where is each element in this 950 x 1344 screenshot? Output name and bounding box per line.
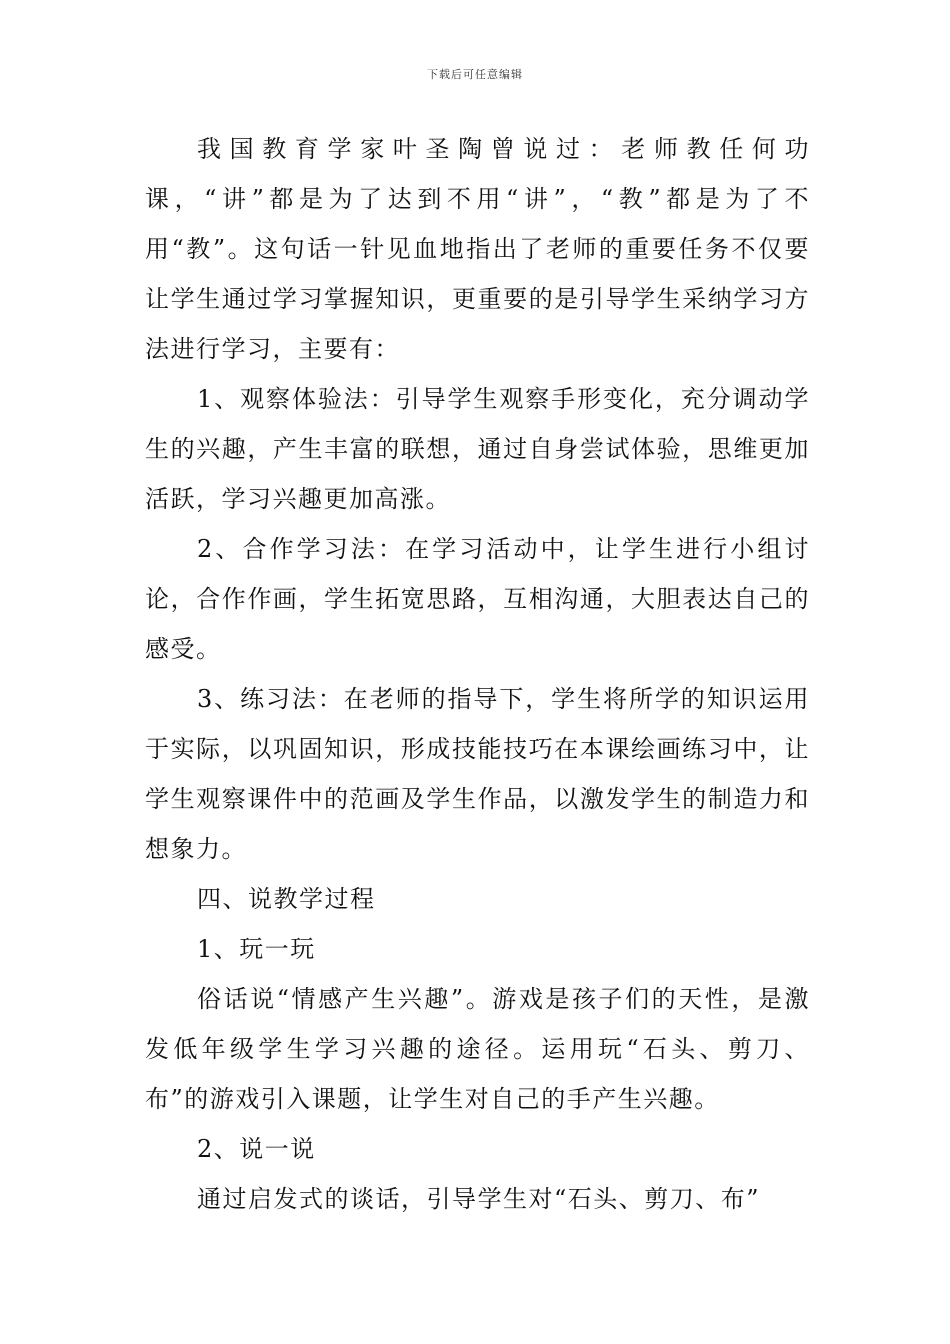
paragraph-play: 俗话说“情感产生兴趣”。游戏是孩子们的天性，是激发低年级学生学习兴趣的途径。运用玩“石头、剪刀、布”的游戏引入课题，让学生对自己的手产生兴趣。 xyxy=(145,985,810,1113)
header-note: 下载后可任意编辑 xyxy=(427,68,523,81)
paragraph-intro: 我国教育学家叶圣陶曾说过：老师教任何功课，“讲”都是为了达到不用“讲”，“教”都是为了不用“教”。这句话一针见血地指出了老师的重要任务不仅要让学生通过学习掌握知识，更重要的是引导学生采纳学习方法进行学习，主要有： xyxy=(145,135,810,363)
subheading-talk: 2、说一说 xyxy=(197,1135,316,1163)
subheading-play: 1、玩一玩 xyxy=(197,935,316,963)
paragraph-method-observation: 1、观察体验法：引导学生观察手形变化，充分调动学生的兴趣，产生丰富的联想，通过自身尝试体验，思维更加活跃，学习兴趣更加高涨。 xyxy=(145,385,810,513)
document-body xyxy=(145,124,810,1224)
paragraph-method-practice: 3、练习法：在老师的指导下，学生将所学的知识运用于实际，以巩固知识，形成技能技巧在本课绘画练习中，让学生观察课件中的范画及学生作品，以激发学生的制造力和想象力。 xyxy=(145,685,810,863)
section-heading-teaching-process: 四、说教学过程 xyxy=(197,885,376,913)
paragraph-talk: 通过启发式的谈话，引导学生对“石头、剪刀、布” xyxy=(197,1185,761,1213)
paragraph-method-cooperation: 2、合作学习法：在学习活动中，让学生进行小组讨论，合作作画，学生拓宽思路，互相沟通，大胆表达自己的感受。 xyxy=(145,535,810,663)
